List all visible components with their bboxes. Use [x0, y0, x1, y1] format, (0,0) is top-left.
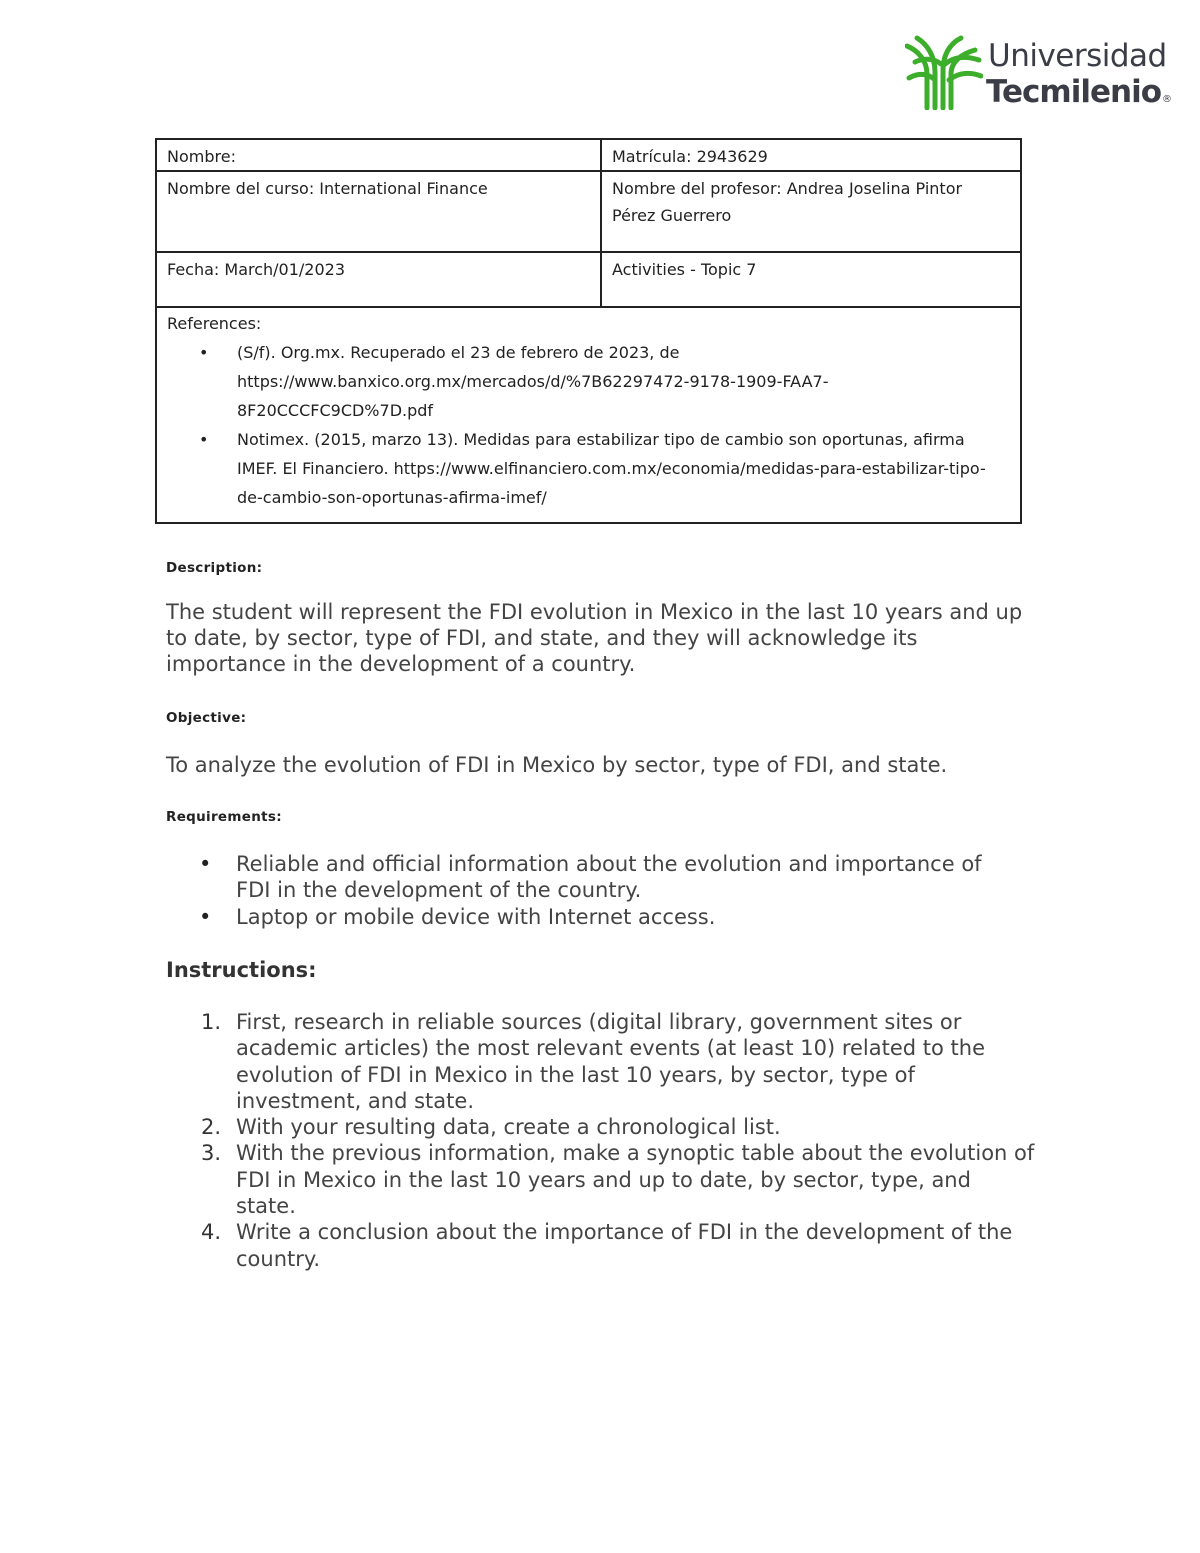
matricula-cell: Matrícula: 2943629 [601, 139, 1021, 171]
activity-cell: Activities - Topic 7 [601, 252, 1021, 307]
tecmilenio-leaf-icon [905, 34, 983, 110]
reference-text: Notimex. (2015, marzo 13). Medidas para estabilizar tipo de cambio son oportunas, afirma IMEF. El Financiero. https://www.elfinanciero.com.mx/economia/medidas-para-estabilizar-tipo-de-cambio-son-oportunas-afirma-imef/ [237, 430, 986, 507]
step-number: 3. [201, 1141, 222, 1166]
registered-mark: ® [1162, 94, 1172, 105]
step-number: 1. [201, 1010, 222, 1034]
objective-section [166, 710, 1046, 778]
description-label: Description: [166, 560, 263, 576]
instruction-item [166, 1140, 1036, 1219]
instruction-text: With your resulting data, create a chronological list. [236, 1115, 781, 1140]
bullet-icon: • [199, 904, 212, 929]
requirements-list [166, 851, 1016, 930]
step-number: 4. [201, 1220, 222, 1245]
requirement-text: Laptop or mobile device with Internet access. [236, 904, 716, 929]
bullet-icon: • [199, 852, 212, 876]
instructions-title: Instructions: [166, 958, 317, 982]
requirements-section [166, 809, 1046, 930]
requirements-label: Requirements: [166, 809, 282, 825]
reference-item [199, 338, 1010, 425]
instructions-list [166, 1009, 1036, 1272]
university-logo [905, 34, 1175, 112]
instruction-item [166, 1219, 1036, 1272]
instruction-text: First, research in reliable sources (digital library, government sites or academic articles) the most relevant events (at least 10) related to the evolution of FDI in Mexico in the last 10 years, by sector, type of investment, and state. [236, 1010, 986, 1113]
instruction-item [166, 1114, 1036, 1140]
instruction-text: With the previous information, make a synoptic table about the evolution of FDI in Mexico in the last 10 years and up to date, by sector, type, and state. [236, 1141, 1035, 1219]
nombre-cell: Nombre: [156, 139, 601, 171]
logo-line-tecmilenio: Tecmilenio® [986, 74, 1172, 110]
reference-text: (S/f). Org.mx. Recuperado el 23 de febrero de 2023, de https://www.banxico.org.mx/mercados/d/%7B62297472-9178-1909-FAA7-8F20CCCFC9CD%7D.pdf [237, 343, 829, 420]
references-title: References: [167, 314, 262, 333]
description-section [166, 560, 1046, 677]
bullet-icon: • [199, 430, 209, 449]
step-number: 2. [201, 1115, 222, 1140]
student-info-table [155, 138, 1022, 524]
objective-label: Objective: [166, 710, 247, 726]
instructions-section [166, 958, 1046, 1272]
requirement-text: Reliable and official information about the evolution and importance of FDI in the development of the country. [236, 852, 982, 903]
requirement-item [166, 904, 1016, 930]
references-cell [156, 307, 1021, 523]
logo-line-universidad: Universidad [988, 38, 1167, 74]
instruction-item [166, 1009, 1036, 1114]
bullet-icon: • [199, 343, 209, 362]
fecha-cell: Fecha: March/01/2023 [156, 252, 601, 307]
requirement-item [166, 851, 1016, 904]
references-list [167, 338, 1010, 512]
profesor-cell: Nombre del profesor: Andrea Joselina Pintor Pérez Guerrero [601, 171, 1021, 252]
objective-text: To analyze the evolution of FDI in Mexico by sector, type of FDI, and state. [166, 753, 948, 777]
curso-cell: Nombre del curso: International Finance [156, 171, 601, 252]
instruction-text: Write a conclusion about the importance of FDI in the development of the country. [236, 1220, 1013, 1271]
description-text: The student will represent the FDI evolution in Mexico in the last 10 years and up to date, by sector, type of FDI, and state, and they will acknowledge its importance in the development of a country. [166, 600, 1023, 676]
reference-item [199, 425, 1010, 512]
